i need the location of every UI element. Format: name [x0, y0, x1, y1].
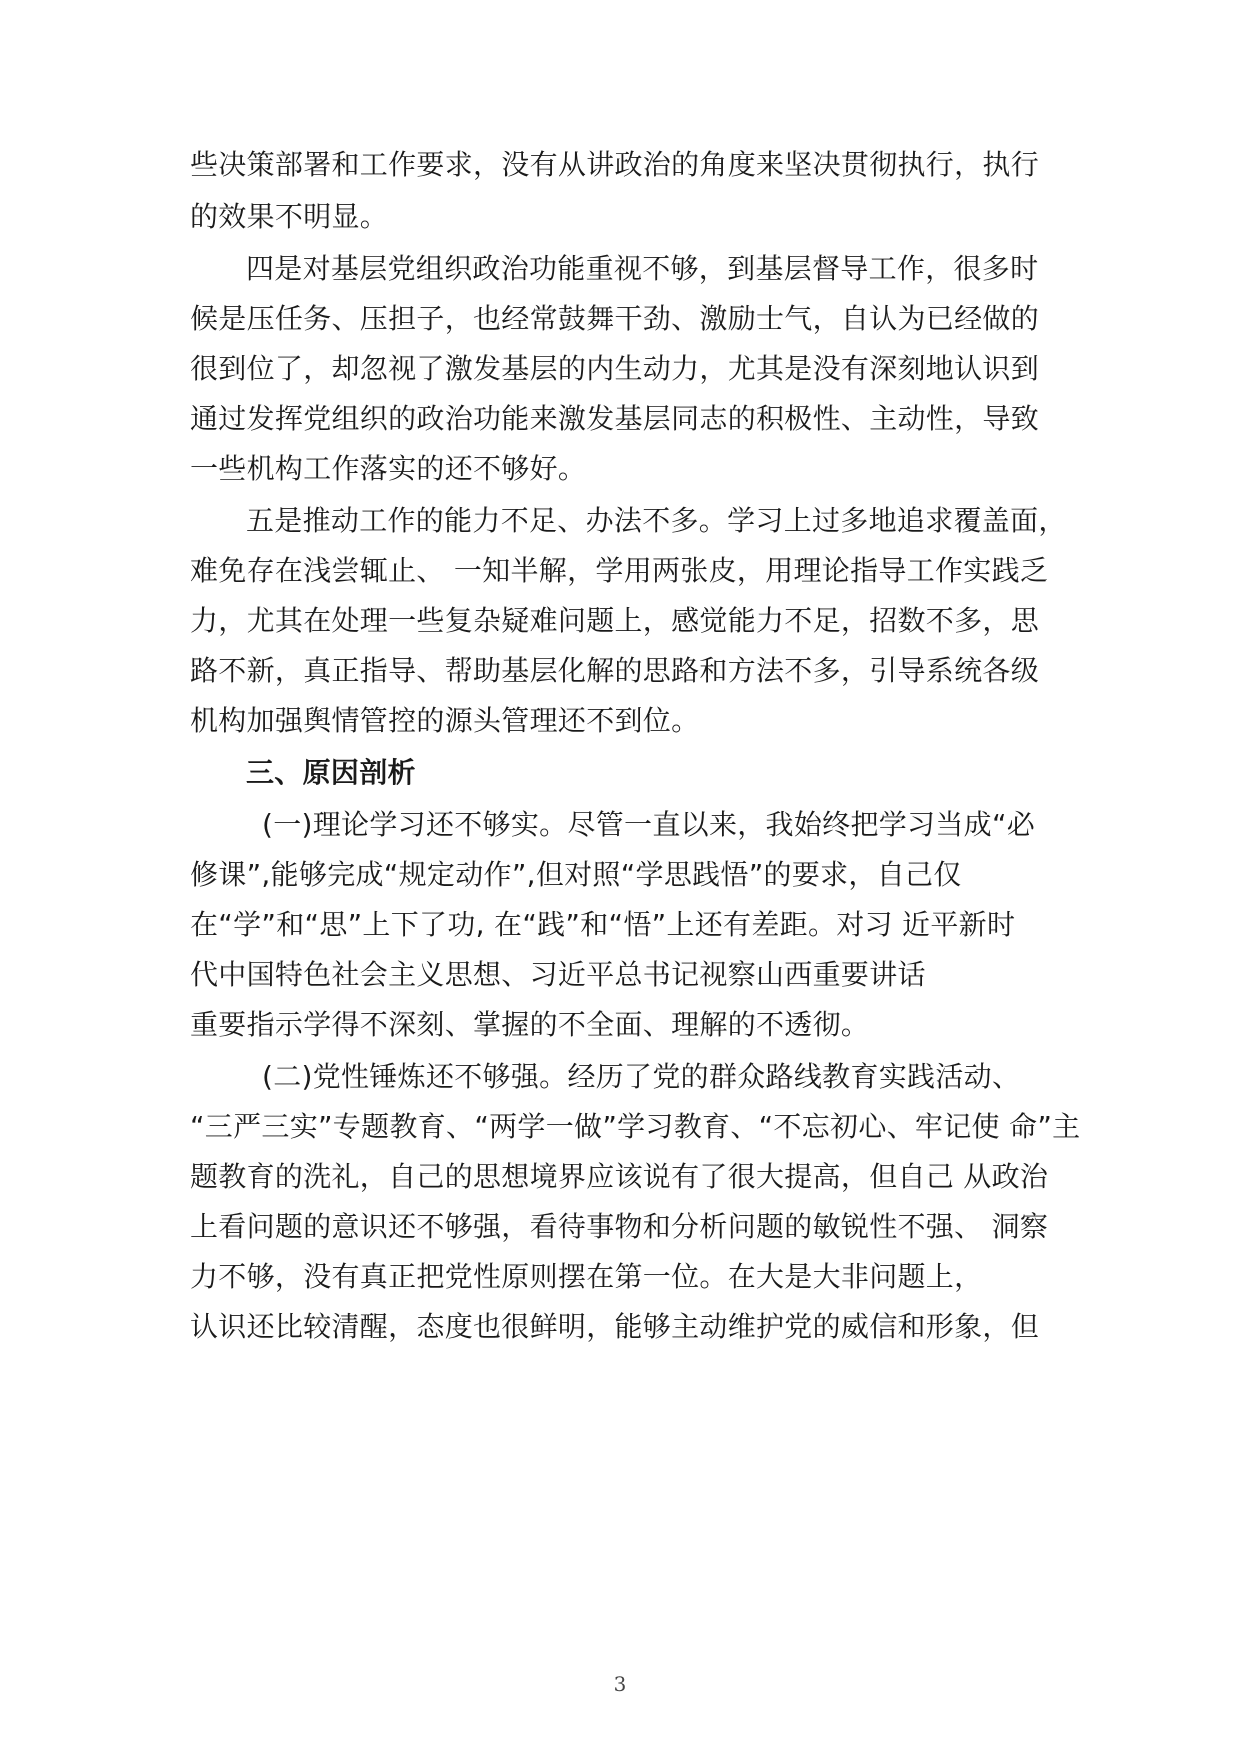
text-line: 修课”,能够完成“规定动作”,但对照“学思践悟”的要求，自己仅: [190, 858, 962, 891]
text-line: 些决策部署和工作要求，没有从讲政治的角度来坚决贯彻执行，执行: [190, 148, 1040, 181]
text-line: “三严三实”专题教育、“两学一做”学习教育、“不忘初心、牢记使 命”主: [190, 1110, 1081, 1143]
text-line: 力，尤其在处理一些复杂疑难问题上，感觉能力不足，招数不多，思: [190, 604, 1040, 637]
page-number: 3: [613, 1672, 627, 1696]
paragraph-start-line: (一)理论学习还不够实。尽管一直以来，我始终把学习当成“必: [262, 808, 1036, 841]
text-line: 通过发挥党组织的政治功能来激发基层同志的积极性、主动性，导致: [190, 402, 1040, 435]
text-line: 的效果不明显。: [190, 200, 389, 233]
text-line: 很到位了，却忽视了激发基层的内生动力，尤其是没有深刻地认识到: [190, 352, 1040, 385]
text-line: 代中国特色社会主义思想、习近平总书记视察山西重要讲话: [190, 958, 926, 991]
text-line: 一些机构工作落实的还不够好。: [190, 452, 587, 485]
text-line: 难免存在浅尝辄止、 一知半解，学用两张皮，用理论指导工作实践乏: [190, 554, 1049, 587]
paragraph-start-line: 四是对基层党组织政治功能重视不够，到基层督导工作，很多时: [246, 252, 1039, 285]
text-line: 题教育的洗礼，自己的思想境界应该说有了很大提高，但自己 从政治: [190, 1160, 1049, 1193]
text-line: 重要指示学得不深刻、掌握的不全面、理解的不透彻。: [190, 1008, 870, 1041]
paragraph-start-line: (二)党性锤炼还不够强。经历了党的群众路线教育实践活动、: [262, 1060, 1021, 1093]
section-heading: 三、原因剖析: [246, 756, 416, 789]
paragraph-start-line: 五是推动工作的能力不足、办法不多。学习上过多地追求覆盖面，: [246, 504, 1067, 537]
text-line: 路不新，真正指导、帮助基层化解的思路和方法不多，引导系统各级: [190, 654, 1040, 687]
text-line: 认识还比较清醒，态度也很鲜明，能够主动维护党的威信和形象，但: [190, 1310, 1040, 1343]
text-line: 上看问题的意识还不够强，看待事物和分析问题的敏锐性不强、 洞察: [190, 1210, 1049, 1243]
text-line: 机构加强舆情管控的源头管理还不到位。: [190, 704, 700, 737]
text-line: 候是压任务、压担子，也经常鼓舞干劲、激励士气，自认为已经做的: [190, 302, 1040, 335]
text-line: 在“学”和“思”上下了功, 在“践”和“悟”上还有差距。对习 近平新时: [190, 908, 1016, 941]
text-line: 力不够，没有真正把党性原则摆在第一位。在大是大非问题上，: [190, 1260, 983, 1293]
